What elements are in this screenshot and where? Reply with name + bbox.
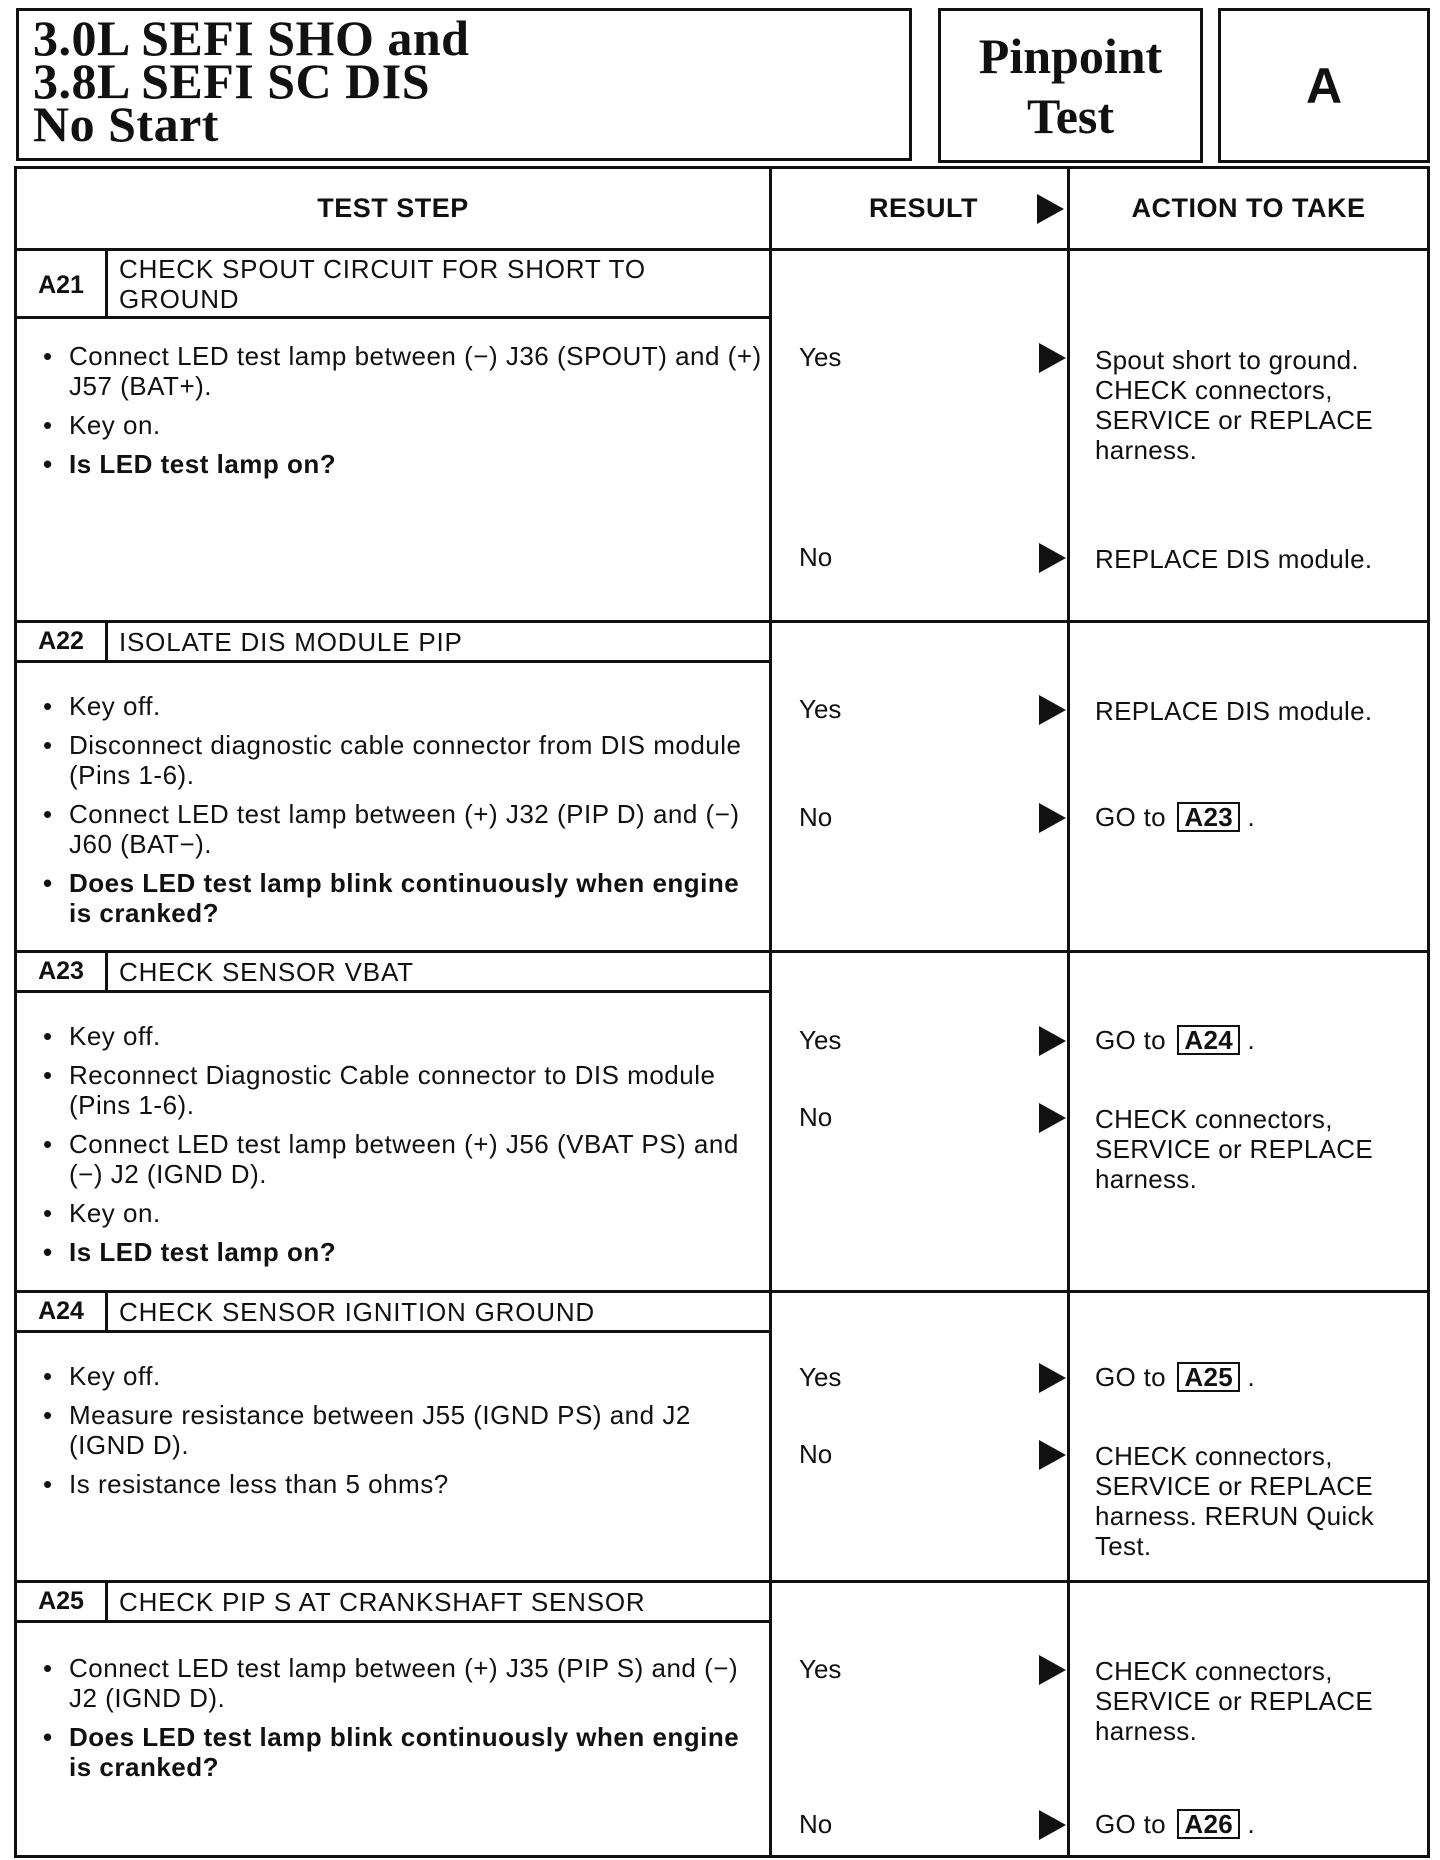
arrow-icon <box>1039 695 1066 725</box>
action-line: SERVICE or REPLACE <box>1095 405 1374 435</box>
step-instructions <box>43 1021 763 1276</box>
instruction-item: • Key off. <box>43 1021 763 1051</box>
arrow-icon <box>1039 1026 1066 1056</box>
column-divider <box>769 169 772 1855</box>
step-title <box>119 627 759 657</box>
column-divider <box>1067 169 1070 1855</box>
arrow-icon <box>1039 543 1066 573</box>
action-no <box>1095 1809 1415 1839</box>
instruction-item: • Key on. <box>43 410 763 440</box>
step-reference[interactable]: A25 <box>1177 1362 1240 1392</box>
arrow-icon <box>1039 1440 1066 1470</box>
step-id: A25 <box>38 1587 84 1615</box>
action-line: Test. <box>1095 1531 1152 1561</box>
action-yes <box>1095 696 1415 726</box>
action-line: REPLACE DIS module. <box>1095 544 1373 574</box>
action-line: GO to <box>1095 1809 1166 1839</box>
result-yes: Yes <box>799 342 842 372</box>
arrow-icon <box>1039 1655 1066 1685</box>
instruction-item: • Disconnect diagnostic cable connector from DIS module (Pins 1-6). <box>43 730 763 790</box>
arrow-icon <box>1039 1363 1066 1393</box>
instruction-question: • Is LED test lamp on? <box>43 449 763 479</box>
step-title <box>119 1587 759 1617</box>
step-title-line: CHECK SENSOR IGNITION GROUND <box>119 1297 595 1327</box>
step-reference[interactable]: A26 <box>1177 1809 1240 1839</box>
result-yes: Yes <box>799 694 842 724</box>
instruction-item: • Connect LED test lamp between (+) J32 (PIP D) and (−) J60 (BAT−). <box>43 799 763 859</box>
test-letter-box <box>1218 8 1430 163</box>
step-title-divider <box>17 1330 769 1333</box>
step-title-line: GROUND <box>119 284 240 314</box>
step-reference[interactable]: A23 <box>1177 802 1240 832</box>
period: . <box>1247 1025 1256 1055</box>
instruction-item: • Key off. <box>43 691 763 721</box>
instruction-question: • Does LED test lamp blink continuously when engine is cranked? <box>43 1722 763 1782</box>
title-line: No Start <box>33 96 219 152</box>
header-divider <box>17 248 1427 251</box>
step-id-divider <box>105 623 108 660</box>
action-line: harness. RERUN Quick <box>1095 1501 1375 1531</box>
instruction-item: • Is resistance less than 5 ohms? <box>43 1469 763 1499</box>
step-title-line: CHECK SENSOR VBAT <box>119 957 414 987</box>
action-no <box>1095 1104 1415 1194</box>
step-instructions <box>43 1361 763 1508</box>
instruction-item: • Connect LED test lamp between (+) J56 (VBAT PS) and (−) J2 (IGND D). <box>43 1129 763 1189</box>
instruction-question: • Is LED test lamp on? <box>43 1237 763 1267</box>
step-id-divider <box>105 251 108 319</box>
action-line: CHECK connectors, <box>1095 1104 1333 1134</box>
pinpoint-table <box>14 166 1430 1858</box>
action-yes <box>1095 345 1415 465</box>
action-no <box>1095 544 1415 574</box>
step-instructions <box>43 341 763 488</box>
pinpoint-label: Pinpoint <box>978 27 1163 84</box>
action-line: REPLACE DIS module. <box>1095 696 1373 726</box>
action-line: Spout short to ground. <box>1095 345 1359 375</box>
step-title-divider <box>17 660 769 663</box>
step-title-divider <box>17 990 769 993</box>
step-title-line: CHECK PIP S AT CRANKSHAFT SENSOR <box>119 1587 646 1617</box>
instruction-question: • Does LED test lamp blink continuously when engine is cranked? <box>43 868 763 928</box>
step-id-divider <box>105 1583 108 1620</box>
title-line: 3.8L SEFI SC DIS <box>33 53 431 109</box>
step-title <box>119 957 759 987</box>
pinpoint-test-box <box>938 8 1203 163</box>
step-reference[interactable]: A24 <box>1177 1025 1240 1055</box>
period: . <box>1247 1362 1256 1392</box>
action-line: CHECK connectors, <box>1095 1441 1333 1471</box>
test-letter: A <box>1305 57 1343 114</box>
period: . <box>1247 802 1256 832</box>
arrow-icon <box>1039 803 1066 833</box>
step-title <box>119 254 759 314</box>
row-divider <box>17 1580 1427 1583</box>
test-label: Test <box>1026 87 1115 144</box>
step-instructions <box>43 691 763 937</box>
step-id: A22 <box>38 627 84 655</box>
result-no: No <box>799 802 833 832</box>
result-yes: Yes <box>799 1654 842 1684</box>
instruction-item: • Connect LED test lamp between (−) J36 (SPOUT) and (+) J57 (BAT+). <box>43 341 763 401</box>
action-no <box>1095 1441 1415 1561</box>
arrow-icon <box>1039 343 1066 373</box>
arrow-icon <box>1037 194 1064 224</box>
row-divider <box>17 1290 1427 1293</box>
action-yes <box>1095 1656 1415 1746</box>
result-no: No <box>799 1102 833 1132</box>
result-no: No <box>799 1809 833 1839</box>
action-line: CHECK connectors, <box>1095 1656 1333 1686</box>
action-line: GO to <box>1095 1362 1166 1392</box>
action-yes <box>1095 1025 1415 1055</box>
action-line: SERVICE or REPLACE <box>1095 1134 1374 1164</box>
action-line: SERVICE or REPLACE <box>1095 1686 1374 1716</box>
result-no: No <box>799 542 833 572</box>
step-title <box>119 1297 759 1327</box>
action-line: harness. <box>1095 1164 1198 1194</box>
result-yes: Yes <box>799 1025 842 1055</box>
step-title-divider <box>17 1620 769 1623</box>
step-instructions <box>43 1653 763 1791</box>
step-id: A21 <box>38 270 84 299</box>
step-id-divider <box>105 1293 108 1330</box>
title-line: 3.0L SEFI SHO and <box>33 10 470 66</box>
action-yes <box>1095 1362 1415 1392</box>
arrow-icon <box>1039 1103 1066 1133</box>
instruction-item: • Reconnect Diagnostic Cable connector to DIS module (Pins 1-6). <box>43 1060 763 1120</box>
instruction-item: • Measure resistance between J55 (IGND PS) and J2 (IGND D). <box>43 1400 763 1460</box>
arrow-icon <box>1039 1810 1066 1840</box>
instruction-item: • Key on. <box>43 1198 763 1228</box>
period: . <box>1247 1809 1256 1839</box>
step-id: A23 <box>38 957 84 985</box>
result-header-label: RESULT <box>869 193 978 223</box>
column-header-result <box>772 169 1067 248</box>
action-line: GO to <box>1095 802 1166 832</box>
instruction-item: • Connect LED test lamp between (+) J35 (PIP S) and (−) J2 (IGND D). <box>43 1653 763 1713</box>
action-no <box>1095 802 1415 832</box>
row-divider <box>17 950 1427 953</box>
action-line: CHECK connectors, <box>1095 375 1333 405</box>
title-box <box>16 8 912 161</box>
action-line: SERVICE or REPLACE <box>1095 1471 1374 1501</box>
instruction-item: • Key off. <box>43 1361 763 1391</box>
result-yes: Yes <box>799 1362 842 1392</box>
step-id-divider <box>105 953 108 990</box>
result-no: No <box>799 1439 833 1469</box>
action-line: harness. <box>1095 1716 1198 1746</box>
column-header-action: ACTION TO TAKE <box>1131 193 1366 223</box>
step-title-line: CHECK SPOUT CIRCUIT FOR SHORT TO <box>119 254 646 284</box>
step-title-divider <box>17 316 769 319</box>
step-id: A24 <box>38 1297 84 1325</box>
step-title-line: ISOLATE DIS MODULE PIP <box>119 627 463 657</box>
column-header-test-step: TEST STEP <box>317 193 469 223</box>
action-line: GO to <box>1095 1025 1166 1055</box>
row-divider <box>17 620 1427 623</box>
action-line: harness. <box>1095 435 1198 465</box>
